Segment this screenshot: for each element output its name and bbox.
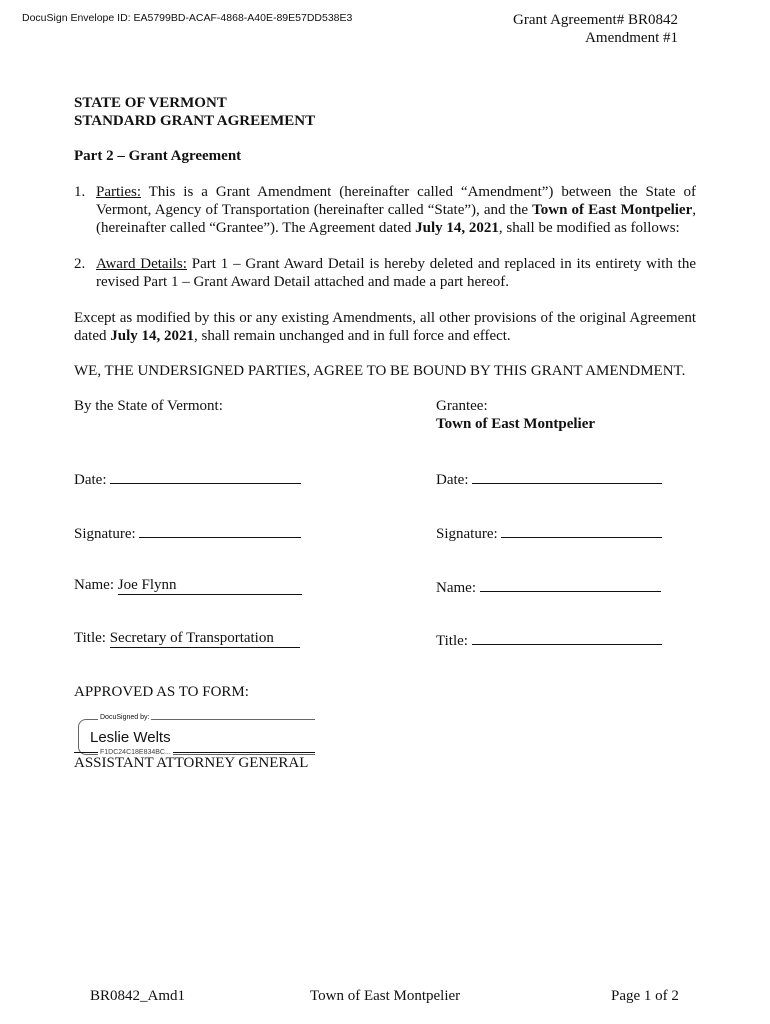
state-date-label: Date:	[74, 472, 107, 488]
grantee-signature-label: Signature:	[436, 526, 498, 542]
grantee-name-row	[436, 577, 661, 597]
parties-date: July 14, 2021	[415, 220, 499, 236]
grantee-date-field[interactable]	[472, 469, 662, 484]
state-signature-field[interactable]	[139, 523, 301, 538]
grantee-signature-row	[436, 523, 662, 543]
assistant-attorney-general-label: ASSISTANT ATTORNEY GENERAL	[74, 755, 309, 771]
state-signature-label: Signature:	[74, 526, 136, 542]
grantee-signature-field[interactable]	[501, 523, 662, 538]
state-name-row	[74, 577, 302, 595]
state-signature-row	[74, 523, 301, 543]
state-date-field[interactable]	[110, 469, 301, 484]
amendment-number: Amendment #1	[585, 30, 678, 46]
footer-grantee: Town of East Montpelier	[310, 988, 461, 1004]
grantee-name-field[interactable]	[480, 577, 661, 592]
except-paragraph	[74, 309, 696, 345]
agreement-number: Grant Agreement# BR0842	[513, 12, 678, 28]
grantee-date-row	[436, 469, 662, 489]
state-name-label: Name:	[74, 577, 114, 593]
parties-text-c: , shall be modified as follows:	[498, 220, 680, 236]
state-name-value: Joe Flynn	[118, 577, 302, 595]
grantee-date-label: Date:	[436, 472, 469, 488]
state-heading: By the State of Vermont:	[74, 398, 223, 414]
grantee-organization: Town of East Montpelier	[436, 416, 596, 432]
footer-document-id: BR0842_Amd1	[90, 988, 186, 1004]
part-heading: Part 2 – Grant Agreement	[74, 148, 242, 164]
docusign-signature: Leslie Welts	[90, 729, 171, 746]
except-date: July 14, 2021	[110, 328, 194, 344]
award-details-text: Part 1 – Grant Award Detail is hereby deleted and replaced in its entirety with the revised Part 1 – Grant Award Detail attached and made a part hereof.	[96, 256, 696, 290]
approved-heading: APPROVED AS TO FORM:	[74, 684, 249, 700]
state-title-label: Title:	[74, 630, 106, 646]
grantee-title-field[interactable]	[472, 630, 662, 645]
state-title-row	[74, 630, 300, 648]
parties-grantee: Town of East Montpelier	[532, 202, 693, 218]
envelope-id: DocuSign Envelope ID: EA5799BD-ACAF-4868-A40E-89E57DD538E3	[22, 12, 353, 24]
docusign-signature-id: F1DC24C18E834BC...	[100, 749, 171, 756]
footer-page-number: Page 1 of 2	[611, 988, 679, 1004]
parties-text-b: , (hereinafter called “Grantee”). The Agreement dated	[96, 202, 696, 236]
grantee-name-label: Name:	[436, 580, 476, 596]
except-text-b: , shall remain unchanged and in full force and effect.	[194, 328, 511, 344]
title-line-2: STANDARD GRANT AGREEMENT	[74, 113, 316, 129]
docusigned-by-label: DocuSigned by:	[100, 714, 150, 721]
grantee-title-row	[436, 630, 662, 650]
document-title	[74, 94, 315, 130]
parties-text-a: This is a Grant Amendment (hereinafter called “Amendment”) between the State of Vermont, Agency of Transportation (hereinafter called “State”), and the	[96, 184, 696, 218]
parties-label: Parties:	[96, 184, 141, 200]
title-line-1: STATE OF VERMONT	[74, 95, 227, 111]
parties-clause	[74, 183, 696, 237]
except-text-a: Except as modified by this or any existing Amendments, all other provisions of the original Agreement dated	[74, 310, 696, 344]
award-details-clause	[74, 255, 696, 291]
grantee-title-label: Title:	[436, 633, 468, 649]
award-details-label: Award Details:	[96, 256, 187, 272]
agreement-statement: WE, THE UNDERSIGNED PARTIES, AGREE TO BE BOUND BY THIS GRANT AMENDMENT.	[74, 363, 686, 379]
grantee-heading: Grantee:	[436, 398, 488, 414]
state-date-row	[74, 469, 301, 489]
clause-number: 1.	[74, 184, 86, 200]
state-title-value: Secretary of Transportation	[110, 630, 300, 648]
clause-number: 2.	[74, 256, 86, 272]
